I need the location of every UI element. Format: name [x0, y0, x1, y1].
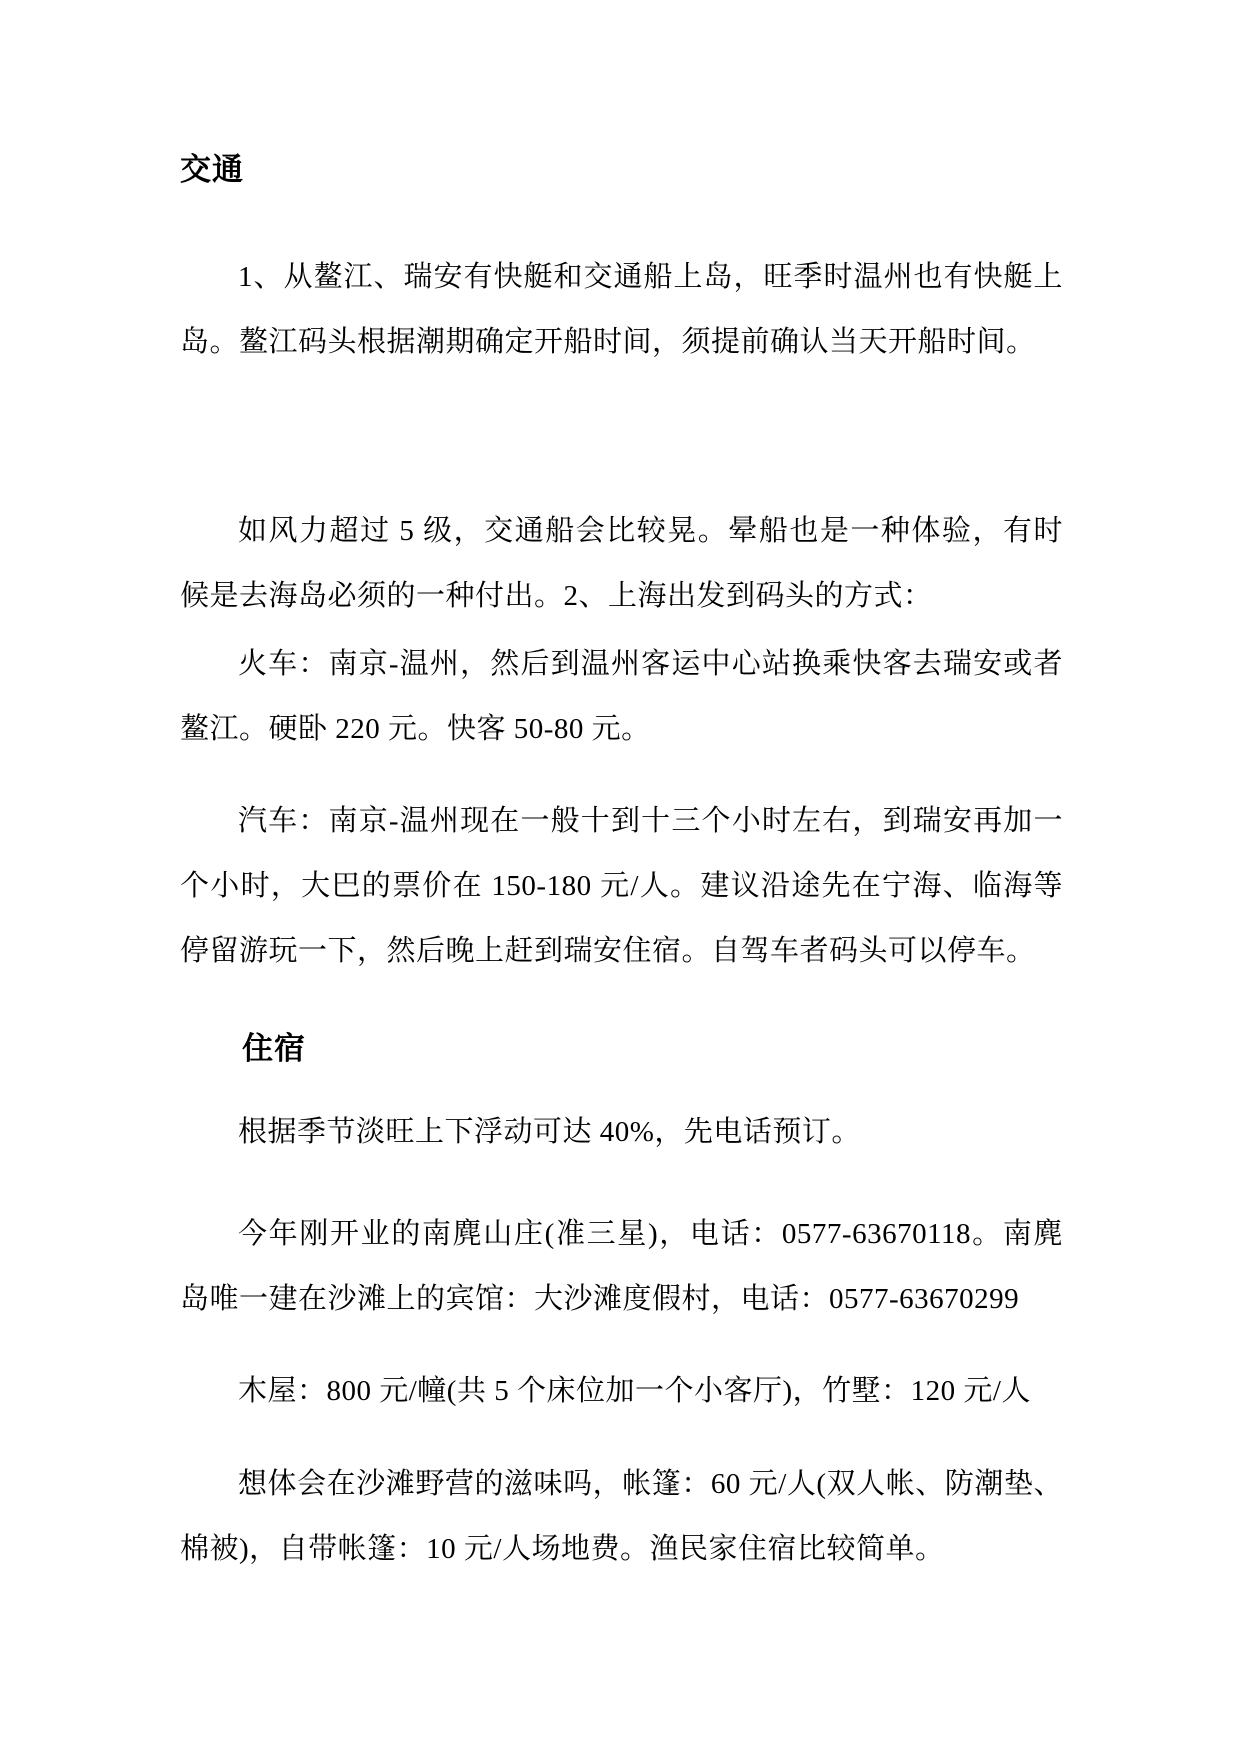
paragraph-bus-route: 汽车：南京-温州现在一般十到十三个小时左右，到瑞安再加一个小时，大巴的票价在 150-180 元/人。建议沿途先在宁海、临海等停留游玩一下，然后晚上赶到瑞安住宿。自驾车者码头可以停车。 — [180, 805, 1063, 967]
paragraph-hotels-phones: 今年刚开业的南麂山庄(准三星)，电话：0577-63670118。南麂岛唯一建在沙滩上的宾馆：大沙滩度假村，电话：0577-63670299 — [180, 1218, 1063, 1315]
paragraph-cabin-prices: 木屋：800 元/幢(共 5 个床位加一个小客厅)，竹墅：120 元/人 — [238, 1375, 1031, 1407]
paragraph-boat-access: 1、从鳌江、瑞安有快艇和交通船上岛，旺季时温州也有快艇上岛。鳌江码头根据潮期确定开船时间，须提前确认当天开船时间。 — [180, 261, 1063, 358]
paragraph-train-route: 火车：南京-温州，然后到温州客运中心站换乘快客去瑞安或者鳌江。硬卧 220 元。快客 50-80 元。 — [180, 648, 1063, 745]
paragraph-wind-and-departure: 如风力超过 5 级，交通船会比较晃。晕船也是一种体验，有时候是去海岛必须的一种付出。2、上海出发到码头的方式： — [180, 515, 1063, 612]
section-heading-lodging: 住宿 — [242, 1031, 306, 1066]
paragraph-price-fluctuation: 根据季节淡旺上下浮动可达 40%，先电话预订。 — [238, 1116, 861, 1148]
paragraph-camping-prices: 想体会在沙滩野营的滋味吗，帐篷：60 元/人(双人帐、防潮垫、棉被)，自带帐篷：10 元/人场地费。渔民家住宿比较简单。 — [180, 1468, 1063, 1565]
section-heading-transport: 交通 — [180, 152, 244, 187]
